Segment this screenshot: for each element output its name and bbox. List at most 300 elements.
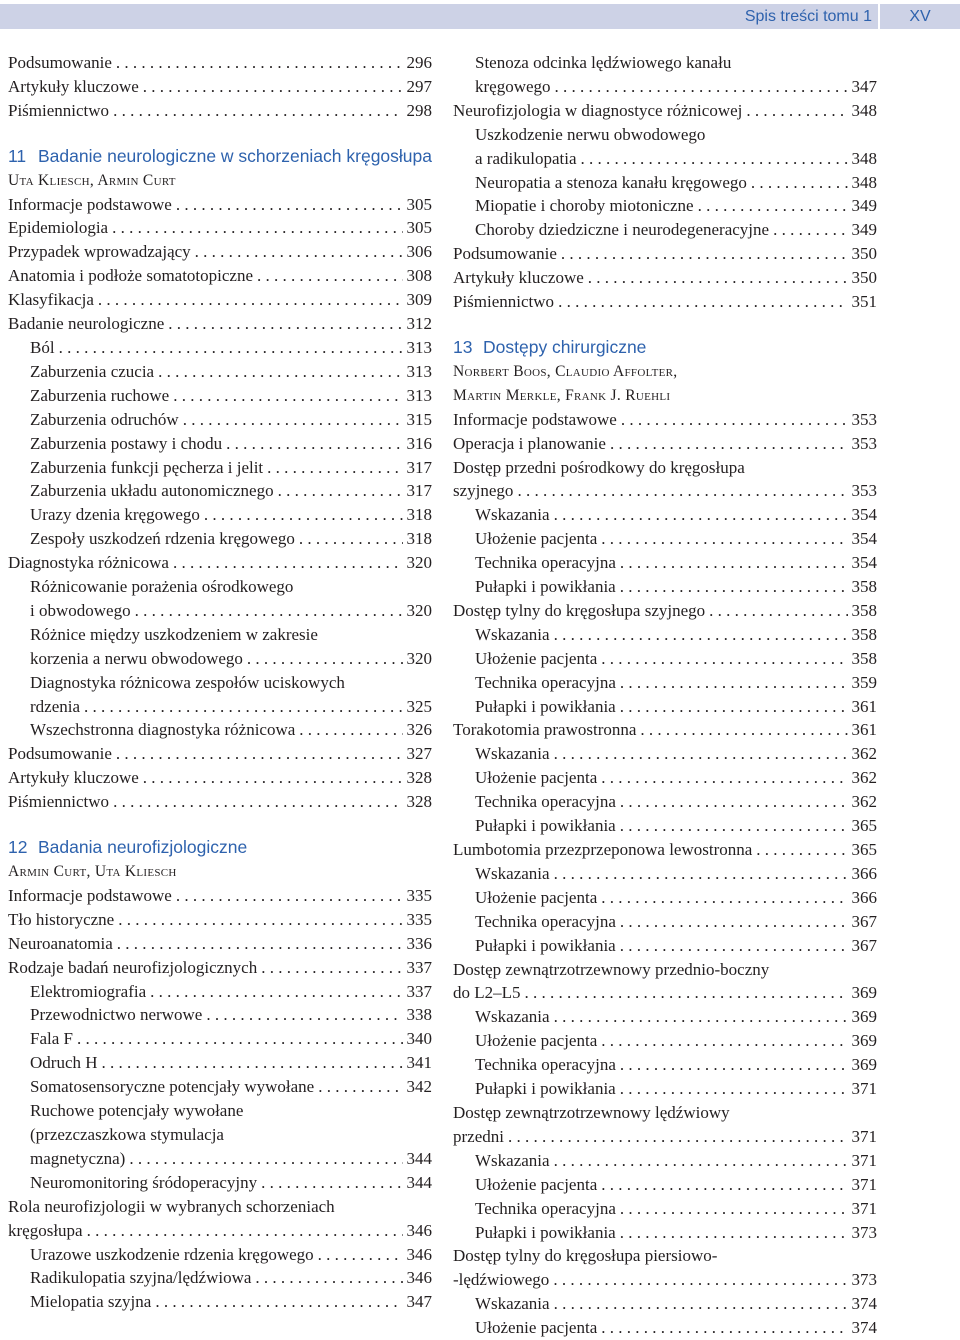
toc-entry[interactable]	[8, 1171, 432, 1195]
toc-entry-title: Ułożenie pacjenta	[475, 887, 598, 907]
toc-entry-title: Neuropatia a stenoza kanału kręgowego	[475, 172, 747, 192]
dot-leader	[206, 1003, 402, 1027]
toc-page-number: 341	[406, 1053, 432, 1073]
toc-entry[interactable]	[8, 479, 432, 503]
toc-page-number: 354	[851, 553, 877, 573]
dot-leader	[554, 503, 848, 527]
dot-leader	[255, 1266, 402, 1290]
toc-entry-title: Ułożenie pacjenta	[475, 648, 598, 668]
toc-entry-title: kręgosłupa	[8, 1220, 83, 1240]
toc-page-number: 373	[851, 1270, 877, 1290]
toc-page-number: 371	[851, 1126, 877, 1146]
toc-entry-title-line: Dostęp zewnątrzotrzewnowy lędźwiowy	[453, 1102, 730, 1122]
toc-entry-title: Pułapki i powikłania	[475, 1079, 616, 1099]
toc-entry[interactable]	[453, 910, 877, 934]
toc-entry-title-line: Dostęp przedni pośrodkowy do kręgosłupa	[453, 457, 745, 477]
toc-page-number: 346	[406, 1244, 432, 1264]
toc-page-number: 318	[406, 505, 432, 525]
toc-page-number: 358	[851, 648, 877, 668]
toc-entry-title: Choroby dziedziczne i neurodegeneracyjne	[475, 220, 770, 240]
toc-entry[interactable]	[453, 432, 877, 456]
toc-entry[interactable]	[453, 1221, 877, 1245]
toc-page-number: 327	[406, 744, 432, 764]
toc-entry-title: magnetyczna)	[30, 1148, 126, 1168]
dot-leader	[640, 718, 847, 742]
toc-page-number: 347	[406, 1292, 432, 1312]
toc-entry-title: Artykuły kluczowe	[453, 268, 584, 288]
dot-leader	[195, 240, 403, 264]
toc-entry[interactable]	[453, 503, 877, 527]
toc-entry[interactable]	[8, 932, 432, 956]
toc-entry-title: Dostęp tylny do kręgosłupa szyjnego	[453, 600, 706, 620]
toc-page-number: 340	[406, 1029, 432, 1049]
toc-entry[interactable]	[8, 742, 432, 766]
toc-entry[interactable]	[8, 599, 432, 623]
toc-entry[interactable]	[453, 1197, 877, 1221]
toc-entry-title: Pułapki i powikłania	[475, 816, 616, 836]
dot-leader	[158, 360, 402, 384]
toc-entry-title: Wszechstronna diagnostyka różnicowa	[30, 720, 296, 740]
toc-entry[interactable]	[8, 718, 432, 742]
toc-entry-title: Neurofizjologia w diagnostyce różnicowej	[453, 100, 743, 120]
toc-entry[interactable]	[453, 1029, 877, 1053]
toc-entry-title: Radikulopatia szyjna/lędźwiowa	[30, 1268, 252, 1288]
chapter-authors: Armin Curt, Uta Kliesch	[8, 863, 177, 880]
dot-leader	[620, 790, 848, 814]
toc-entry[interactable]	[8, 1147, 432, 1171]
dot-leader	[554, 1149, 848, 1173]
toc-entry-title: Mielopatia szyjna	[30, 1292, 152, 1312]
dot-leader	[318, 1075, 402, 1099]
toc-entry[interactable]	[8, 193, 432, 217]
toc-entry-title: szyjnego	[453, 481, 514, 501]
toc-entry-title: Wskazania	[475, 744, 550, 764]
toc-entry-title: Ułożenie pacjenta	[475, 1031, 598, 1051]
toc-entry[interactable]	[8, 980, 432, 1004]
toc-entry-title: Zaburzenia układu autonomicznego	[30, 481, 274, 501]
toc-entry-title: Operacja i planowanie	[453, 433, 606, 453]
dot-leader	[257, 264, 402, 288]
dot-leader	[610, 432, 848, 456]
toc-entry-title-line: Ruchowe potencjały wywołane	[30, 1101, 244, 1121]
dot-leader	[561, 242, 848, 266]
toc-entry[interactable]	[453, 1149, 877, 1173]
toc-page-number: 347	[851, 76, 877, 96]
chapter-number: 11	[8, 145, 27, 166]
toc-entry-title: Odruch H	[30, 1053, 98, 1073]
dot-leader	[554, 862, 848, 886]
toc-entry[interactable]	[8, 908, 432, 932]
toc-page-number: 316	[406, 433, 432, 453]
toc-entry[interactable]	[453, 1125, 877, 1149]
toc-page-number: 296	[406, 53, 432, 72]
toc-entry[interactable]	[453, 838, 877, 862]
toc-entry[interactable]	[453, 623, 877, 647]
toc-entry[interactable]	[8, 240, 432, 264]
running-head-title: Spis treści tomu 1	[744, 8, 872, 25]
toc-page-number: 353	[851, 409, 877, 429]
toc-page-number: 317	[406, 481, 432, 501]
chapter-authors: Martin Merkle, Frank J. Ruehli	[453, 386, 671, 404]
dot-leader	[129, 1147, 402, 1171]
toc-entry-title: Wskazania	[475, 1007, 550, 1027]
dot-leader	[135, 599, 403, 623]
dot-leader	[247, 647, 403, 671]
toc-entry[interactable]	[453, 1292, 877, 1316]
dot-leader	[621, 408, 848, 432]
toc-entry[interactable]	[8, 456, 432, 480]
toc-page-number: 348	[851, 100, 877, 120]
toc-entry[interactable]	[453, 814, 877, 838]
toc-entry[interactable]	[8, 647, 432, 671]
dot-leader	[746, 99, 847, 123]
dot-leader	[204, 503, 403, 527]
toc-entry-title: Zaburzenia czucia	[30, 361, 155, 381]
toc-entry-title: Urazowe uszkodzenie rdzenia kręgowego	[30, 1244, 314, 1264]
toc-entry-title: korzenia a nerwu obwodowego	[30, 648, 243, 668]
toc-page-number: 297	[406, 76, 432, 96]
toc-entry-title: Piśmiennictwo	[8, 792, 110, 812]
dot-leader	[116, 51, 403, 75]
dot-leader	[113, 99, 402, 123]
dot-leader	[168, 312, 402, 336]
toc-entry-title: Diagnostyka różnicowa	[8, 553, 169, 573]
dot-leader	[113, 790, 402, 814]
toc-entry-title: kręgowego	[475, 76, 551, 96]
toc-entry[interactable]	[453, 290, 877, 314]
toc-entry-title: Pułapki i powikłania	[475, 1222, 616, 1242]
dot-leader	[299, 718, 402, 742]
dot-leader	[756, 838, 847, 862]
toc-page-number: 325	[406, 696, 432, 716]
toc-entry-title-line: Różnice między uszkodzeniem w zakresie	[30, 624, 318, 644]
toc-entry[interactable]	[8, 790, 432, 814]
toc-entry-title: Artykuły kluczowe	[8, 76, 139, 96]
dot-leader	[143, 75, 403, 99]
toc-page-number: 362	[851, 768, 877, 788]
toc-page-number: 349	[851, 196, 877, 216]
dot-leader	[116, 742, 403, 766]
dot-leader	[555, 75, 848, 99]
toc-entry-title: Technika operacyjna	[475, 1055, 616, 1075]
toc-entry-title-line: Stenoza odcinka lędźwiowego kanału	[475, 53, 732, 72]
toc-entry-title: Miopatie i choroby miotoniczne	[475, 196, 694, 216]
toc-entry-title: Przypadek wprowadzający	[8, 242, 191, 262]
dot-leader	[554, 1292, 848, 1316]
toc-page-number: 371	[851, 1174, 877, 1194]
toc-page-number: 320	[406, 600, 432, 620]
dot-leader	[117, 932, 403, 956]
toc-entry[interactable]	[453, 766, 877, 790]
toc-entry[interactable]	[8, 264, 432, 288]
dot-leader	[102, 1051, 403, 1075]
toc-entry-title: Informacje podstawowe	[8, 194, 172, 214]
toc-page-number: 335	[406, 885, 432, 905]
dot-leader	[620, 1221, 848, 1245]
toc-entry-title: Informacje podstawowe	[453, 409, 617, 429]
chapter-heading[interactable]	[8, 836, 432, 860]
toc-page-number: 361	[851, 720, 877, 740]
toc-entry-title: Zaburzenia odruchów	[30, 409, 179, 429]
toc-entry-title: rdzenia	[30, 696, 81, 716]
chapter-authors: Norbert Boos, Claudio Affolter,	[453, 362, 678, 380]
chapter-number: 13	[453, 336, 473, 357]
toc-page-number: 358	[851, 624, 877, 644]
toc-page-number: 371	[851, 1150, 877, 1170]
toc-entry-title: Piśmiennictwo	[453, 292, 555, 312]
toc-entry-title: Zaburzenia funkcji pęcherza i jelit	[30, 457, 264, 477]
dot-leader	[278, 479, 403, 503]
dot-leader	[299, 527, 403, 551]
toc-page-number: 328	[406, 792, 432, 812]
dot-leader	[620, 551, 848, 575]
dot-leader	[261, 956, 402, 980]
toc-entry-title-line: (przezczaszkowa stymulacja	[30, 1124, 224, 1144]
toc-entry[interactable]	[8, 360, 432, 384]
toc-entry[interactable]	[453, 171, 877, 195]
dot-leader	[59, 336, 403, 360]
chapter-heading[interactable]	[453, 336, 877, 360]
toc-entry-title: Ułożenie pacjenta	[475, 768, 598, 788]
toc-entry[interactable]	[453, 1053, 877, 1077]
toc-page-number: 351	[851, 292, 877, 312]
toc-page-number: 373	[851, 1222, 877, 1242]
toc-entry-title: Pułapki i powikłania	[475, 696, 616, 716]
toc-page-number: 353	[851, 481, 877, 501]
toc-entry-title: Neuroanatomia	[8, 933, 113, 953]
toc-entry[interactable]	[8, 1027, 432, 1051]
toc-entry-title: Neuromonitoring śródoperacyjny	[30, 1172, 258, 1192]
toc-page-number: 320	[406, 553, 432, 573]
dot-leader	[620, 1053, 848, 1077]
toc-entry[interactable]	[8, 408, 432, 432]
toc-entry[interactable]	[8, 766, 432, 790]
toc-entry[interactable]	[453, 981, 877, 1005]
toc-entry[interactable]	[453, 742, 877, 766]
dot-leader	[226, 432, 402, 456]
dot-leader	[553, 1268, 847, 1292]
toc-entry-title: Tło historyczne	[8, 909, 115, 929]
toc-entry-title-line: Dostęp zewnątrzotrzewnowy przednio-boczny	[453, 959, 770, 979]
toc-entry-title-line: Uszkodzenie nerwu obwodowego	[475, 124, 706, 144]
toc-entry-title: Klasyfikacja	[8, 290, 94, 310]
toc-entry[interactable]	[453, 147, 877, 171]
toc-entry[interactable]	[8, 1266, 432, 1290]
toc-entry-title: Ułożenie pacjenta	[475, 529, 598, 549]
toc-page-number: 358	[851, 600, 877, 620]
toc-page-number: 305	[406, 218, 432, 238]
dot-leader	[601, 647, 847, 671]
toc-page-number: 346	[406, 1220, 432, 1240]
dot-leader	[620, 910, 848, 934]
toc-entry[interactable]	[8, 695, 432, 719]
toc-entry-title: Technika operacyjna	[475, 911, 616, 931]
toc-entry[interactable]	[8, 51, 432, 75]
toc-page-number: 348	[851, 148, 877, 168]
toc-right-column	[453, 51, 877, 1340]
toc-entry-title: Przewodnictwo nerwowe	[30, 1005, 203, 1025]
toc-entry[interactable]	[453, 218, 877, 242]
dot-leader	[601, 766, 847, 790]
toc-page-number: 365	[851, 816, 877, 836]
toc-entry[interactable]	[453, 99, 877, 123]
toc-entry[interactable]	[453, 886, 877, 910]
dot-leader	[173, 551, 403, 575]
toc-entry-title: Podsumowanie	[8, 744, 112, 764]
toc-entry-title: Podsumowanie	[453, 244, 557, 264]
dot-leader	[183, 408, 403, 432]
toc-page-number: 374	[851, 1294, 877, 1314]
toc-page-number: 346	[406, 1268, 432, 1288]
toc-page-number: 315	[406, 409, 432, 429]
dot-leader	[318, 1243, 403, 1267]
toc-entry[interactable]	[453, 1268, 877, 1292]
toc-entry[interactable]	[8, 288, 432, 312]
toc-page-number: 305	[406, 194, 432, 214]
toc-page-number: 313	[406, 361, 432, 381]
dot-leader	[558, 290, 847, 314]
toc-entry[interactable]	[453, 862, 877, 886]
toc-entry-title: Wskazania	[475, 1150, 550, 1170]
toc-entry[interactable]	[8, 1075, 432, 1099]
toc-entry[interactable]	[453, 194, 877, 218]
toc-entry-title: Technika operacyjna	[475, 672, 616, 692]
dot-leader	[620, 934, 848, 958]
toc-entry[interactable]	[8, 312, 432, 336]
toc-entry[interactable]	[8, 1219, 432, 1243]
toc-entry-title: Pułapki i powikłania	[475, 935, 616, 955]
dot-leader	[77, 1027, 403, 1051]
toc-entry-title: Technika operacyjna	[475, 792, 616, 812]
toc-entry[interactable]	[453, 1005, 877, 1029]
toc-entry[interactable]	[8, 884, 432, 908]
toc-entry[interactable]	[453, 408, 877, 432]
toc-entry[interactable]	[8, 503, 432, 527]
toc-page-number: 349	[851, 220, 877, 240]
dot-leader	[620, 575, 848, 599]
toc-entry-title: Ból	[30, 337, 55, 357]
dot-leader	[620, 814, 848, 838]
chapter-title: Badania neurofizjologiczne	[38, 837, 248, 858]
dot-leader	[773, 218, 847, 242]
toc-page-number: 371	[851, 1198, 877, 1218]
toc-entry[interactable]	[8, 527, 432, 551]
toc-page-number: 309	[406, 290, 432, 310]
toc-left-column	[8, 51, 432, 1314]
toc-entry-title: przedni	[453, 1126, 504, 1146]
toc-page-number: 313	[406, 337, 432, 357]
toc-page-number: 354	[851, 529, 877, 549]
dot-leader	[517, 479, 847, 503]
toc-page-number: 326	[406, 720, 432, 740]
toc-entry-title: Badanie neurologiczne	[8, 314, 165, 334]
dot-leader	[150, 980, 402, 1004]
dot-leader	[176, 193, 403, 217]
toc-entry[interactable]	[453, 75, 877, 99]
toc-entry[interactable]	[8, 384, 432, 408]
toc-page-number: 313	[406, 385, 432, 405]
dot-leader	[601, 1173, 847, 1197]
toc-page-number: 344	[406, 1148, 432, 1168]
dot-leader	[601, 1029, 847, 1053]
toc-entry[interactable]	[8, 216, 432, 240]
toc-entry[interactable]	[453, 266, 877, 290]
toc-page-number: 320	[406, 648, 432, 668]
toc-page-number: 361	[851, 696, 877, 716]
toc-entry[interactable]	[453, 1173, 877, 1197]
toc-entry[interactable]	[8, 956, 432, 980]
toc-entry-title: Zespoły uszkodzeń rdzenia kręgowego	[30, 529, 295, 549]
toc-entry[interactable]	[8, 1003, 432, 1027]
toc-page-number: 337	[406, 981, 432, 1001]
toc-entry[interactable]	[8, 99, 432, 123]
toc-entry[interactable]	[8, 551, 432, 575]
toc-entry-title: Epidemiologia	[8, 218, 109, 238]
toc-entry[interactable]	[453, 479, 877, 503]
toc-entry[interactable]	[453, 647, 877, 671]
toc-page-number: 348	[851, 172, 877, 192]
toc-entry[interactable]	[8, 1290, 432, 1314]
toc-page-number: 359	[851, 672, 877, 692]
toc-entry-title: Lumbotomia przezprzeponowa lewostronna	[453, 840, 753, 859]
chapter-number: 12	[8, 837, 28, 858]
toc-entry[interactable]	[453, 551, 877, 575]
toc-entry[interactable]	[453, 527, 877, 551]
chapter-title: Badanie neurologiczne w schorzeniach kręgosłupa	[38, 145, 432, 166]
toc-page-number: 366	[851, 887, 877, 907]
toc-entry-title: Piśmiennictwo	[8, 100, 110, 120]
toc-entry[interactable]	[8, 336, 432, 360]
toc-entry[interactable]	[453, 695, 877, 719]
chapter-heading[interactable]	[8, 145, 432, 169]
dot-leader	[601, 886, 847, 910]
toc-entry-title: Podsumowanie	[8, 53, 112, 72]
dot-leader	[261, 1171, 402, 1195]
toc-page-number: 350	[851, 268, 877, 288]
toc-entry[interactable]	[453, 599, 877, 623]
toc-entry[interactable]	[453, 790, 877, 814]
toc-entry[interactable]	[8, 1051, 432, 1075]
toc-page-number: 336	[406, 933, 432, 953]
toc-entry[interactable]	[453, 671, 877, 695]
toc-page-number: 369	[851, 1055, 877, 1075]
toc-entry[interactable]	[453, 934, 877, 958]
toc-entry-title: Rodzaje badań neurofizjologicznych	[8, 957, 258, 977]
dot-leader	[620, 671, 848, 695]
chapter-authors: Uta Kliesch, Armin Curt	[8, 171, 176, 189]
toc-entry[interactable]	[453, 718, 877, 742]
toc-entry[interactable]	[453, 242, 877, 266]
toc-entry-title: i obwodowego	[30, 600, 131, 620]
toc-page-number: 337	[406, 957, 432, 977]
toc-entry[interactable]	[8, 75, 432, 99]
toc-entry[interactable]	[453, 1077, 877, 1101]
toc-entry-title: Zaburzenia postawy i chodu	[30, 433, 223, 453]
dot-leader	[620, 1077, 848, 1101]
chapter-title: Dostępy chirurgiczne	[483, 336, 647, 357]
toc-entry[interactable]	[453, 1316, 877, 1340]
dot-leader	[112, 216, 402, 240]
dot-leader	[87, 1219, 403, 1243]
toc-page-number: 338	[406, 1005, 432, 1025]
toc-entry[interactable]	[8, 432, 432, 456]
toc-entry-title: Artykuły kluczowe	[8, 768, 139, 788]
toc-entry[interactable]	[453, 575, 877, 599]
dot-leader	[173, 384, 402, 408]
toc-page-number: 298	[406, 100, 432, 120]
toc-page-number: 306	[406, 242, 432, 262]
toc-entry[interactable]	[8, 1243, 432, 1267]
